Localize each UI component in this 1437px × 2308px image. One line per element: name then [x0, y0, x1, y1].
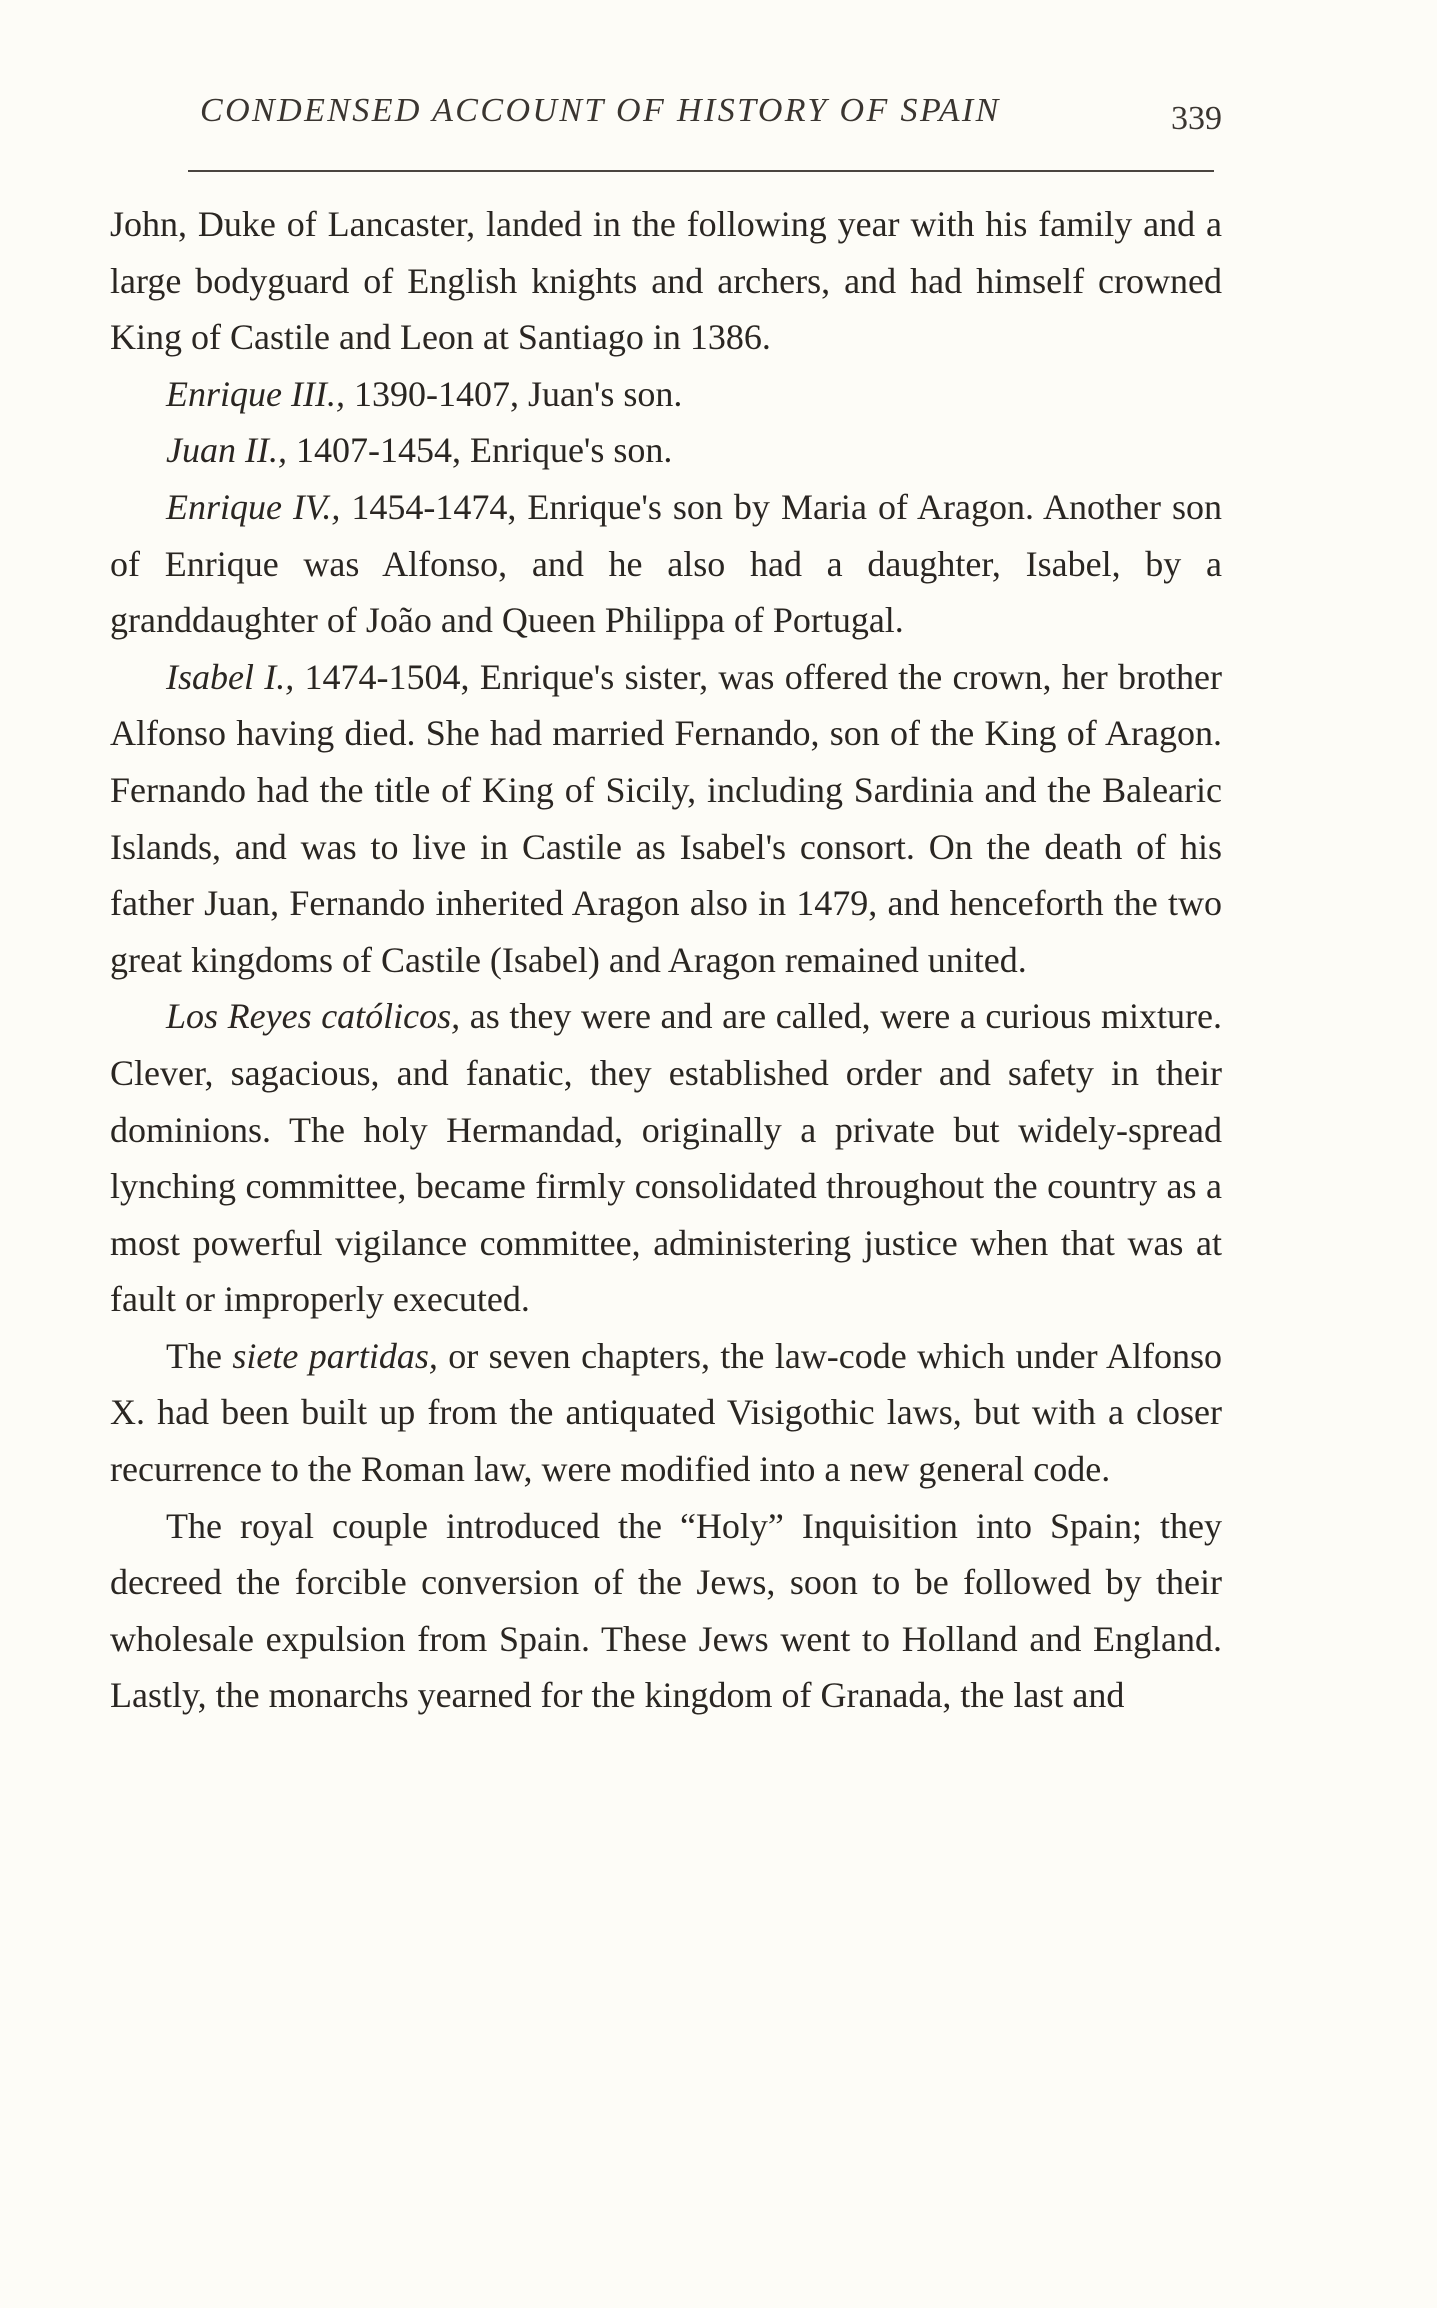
reign-name: Juan II., — [166, 430, 287, 471]
paragraph-enrique-iii — [110, 366, 1222, 423]
header-rule — [188, 170, 1214, 172]
paragraph-enrique-iv — [110, 479, 1222, 649]
paragraph-text: 1407-1454, Enrique's son. — [286, 430, 673, 471]
running-title: CONDENSED ACCOUNT OF HISTORY OF SPAIN — [200, 92, 1001, 129]
paragraph-text: John, Duke of Lancaster, landed in the following year with his family and a large bodyguard of English knights and archers, and had himself crowned King of Castile and Leon at Santiago in 1386. — [110, 204, 1222, 358]
paragraph-juan-ii — [110, 422, 1222, 479]
reign-name: Enrique IV., — [166, 486, 341, 527]
paragraph-text: or seven chapters, the law-code which under Alfonso X. had been built up from the antiquated Visigothic laws, but with a closer recurrence to the Roman law, were modified into a new general code. — [110, 1335, 1222, 1490]
italic-term: Los Reyes católicos, — [166, 996, 461, 1037]
paragraph-text: The royal couple introduced the “Holy” Inquisition into Spain; they decreed the forcible conversion of the Jews, soon to be followed by their wholesale expulsion from Spain. These Jews went to Holland and England. Lastly, the monarchs yearned for the kingdom of Granada, the last and — [110, 1505, 1222, 1716]
paragraph-isabel-i — [110, 649, 1222, 989]
paragraph-reyes-catolicos — [110, 988, 1222, 1328]
italic-term: siete partidas, — [232, 1335, 438, 1376]
paragraph-text: 1390-1407, Juan's son. — [344, 373, 683, 414]
paragraph-text: as they were and are called, were a curious mixture. Clever, sagacious, and fanatic, they established order and safety in their dominions. The holy Hermandad, originally a private but widely-spread lynching committee, became firmly consolidated throughout the country as a most powerful vigilance committee, administering justice when that was at fault or improperly executed. — [110, 996, 1222, 1320]
body-text — [110, 196, 1222, 1724]
running-head — [200, 92, 1250, 142]
page-number: 339 — [1171, 100, 1222, 137]
paragraph-text: 1474-1504, Enrique's sister, was offered the crown, her brother Alfonso having died. She had married Fernando, son of the King of Aragon. Fernando had the title of King of Sicily, including Sardinia and the Balearic Islands, and was to live in Castile as Isabel's consort. On the death of his father Juan, Fernando inherited Aragon also in 1479, and henceforth the two great kingdoms of Castile (Isabel) and Aragon remained united. — [110, 656, 1223, 980]
paragraph-lancaster — [110, 196, 1222, 366]
paragraph-prefix: The — [166, 1335, 233, 1376]
reign-name: Isabel I., — [166, 656, 295, 697]
paragraph-text: 1454-1474, Enrique's son by Maria of Aragon. Another son of Enrique was Alfonso, and he also had a daughter, Isabel, by a granddaughter of João and Queen Philippa of Portugal. — [110, 486, 1222, 641]
paragraph-inquisition — [110, 1498, 1222, 1724]
reign-name: Enrique III., — [166, 373, 345, 414]
paragraph-siete-partidas — [110, 1328, 1222, 1498]
